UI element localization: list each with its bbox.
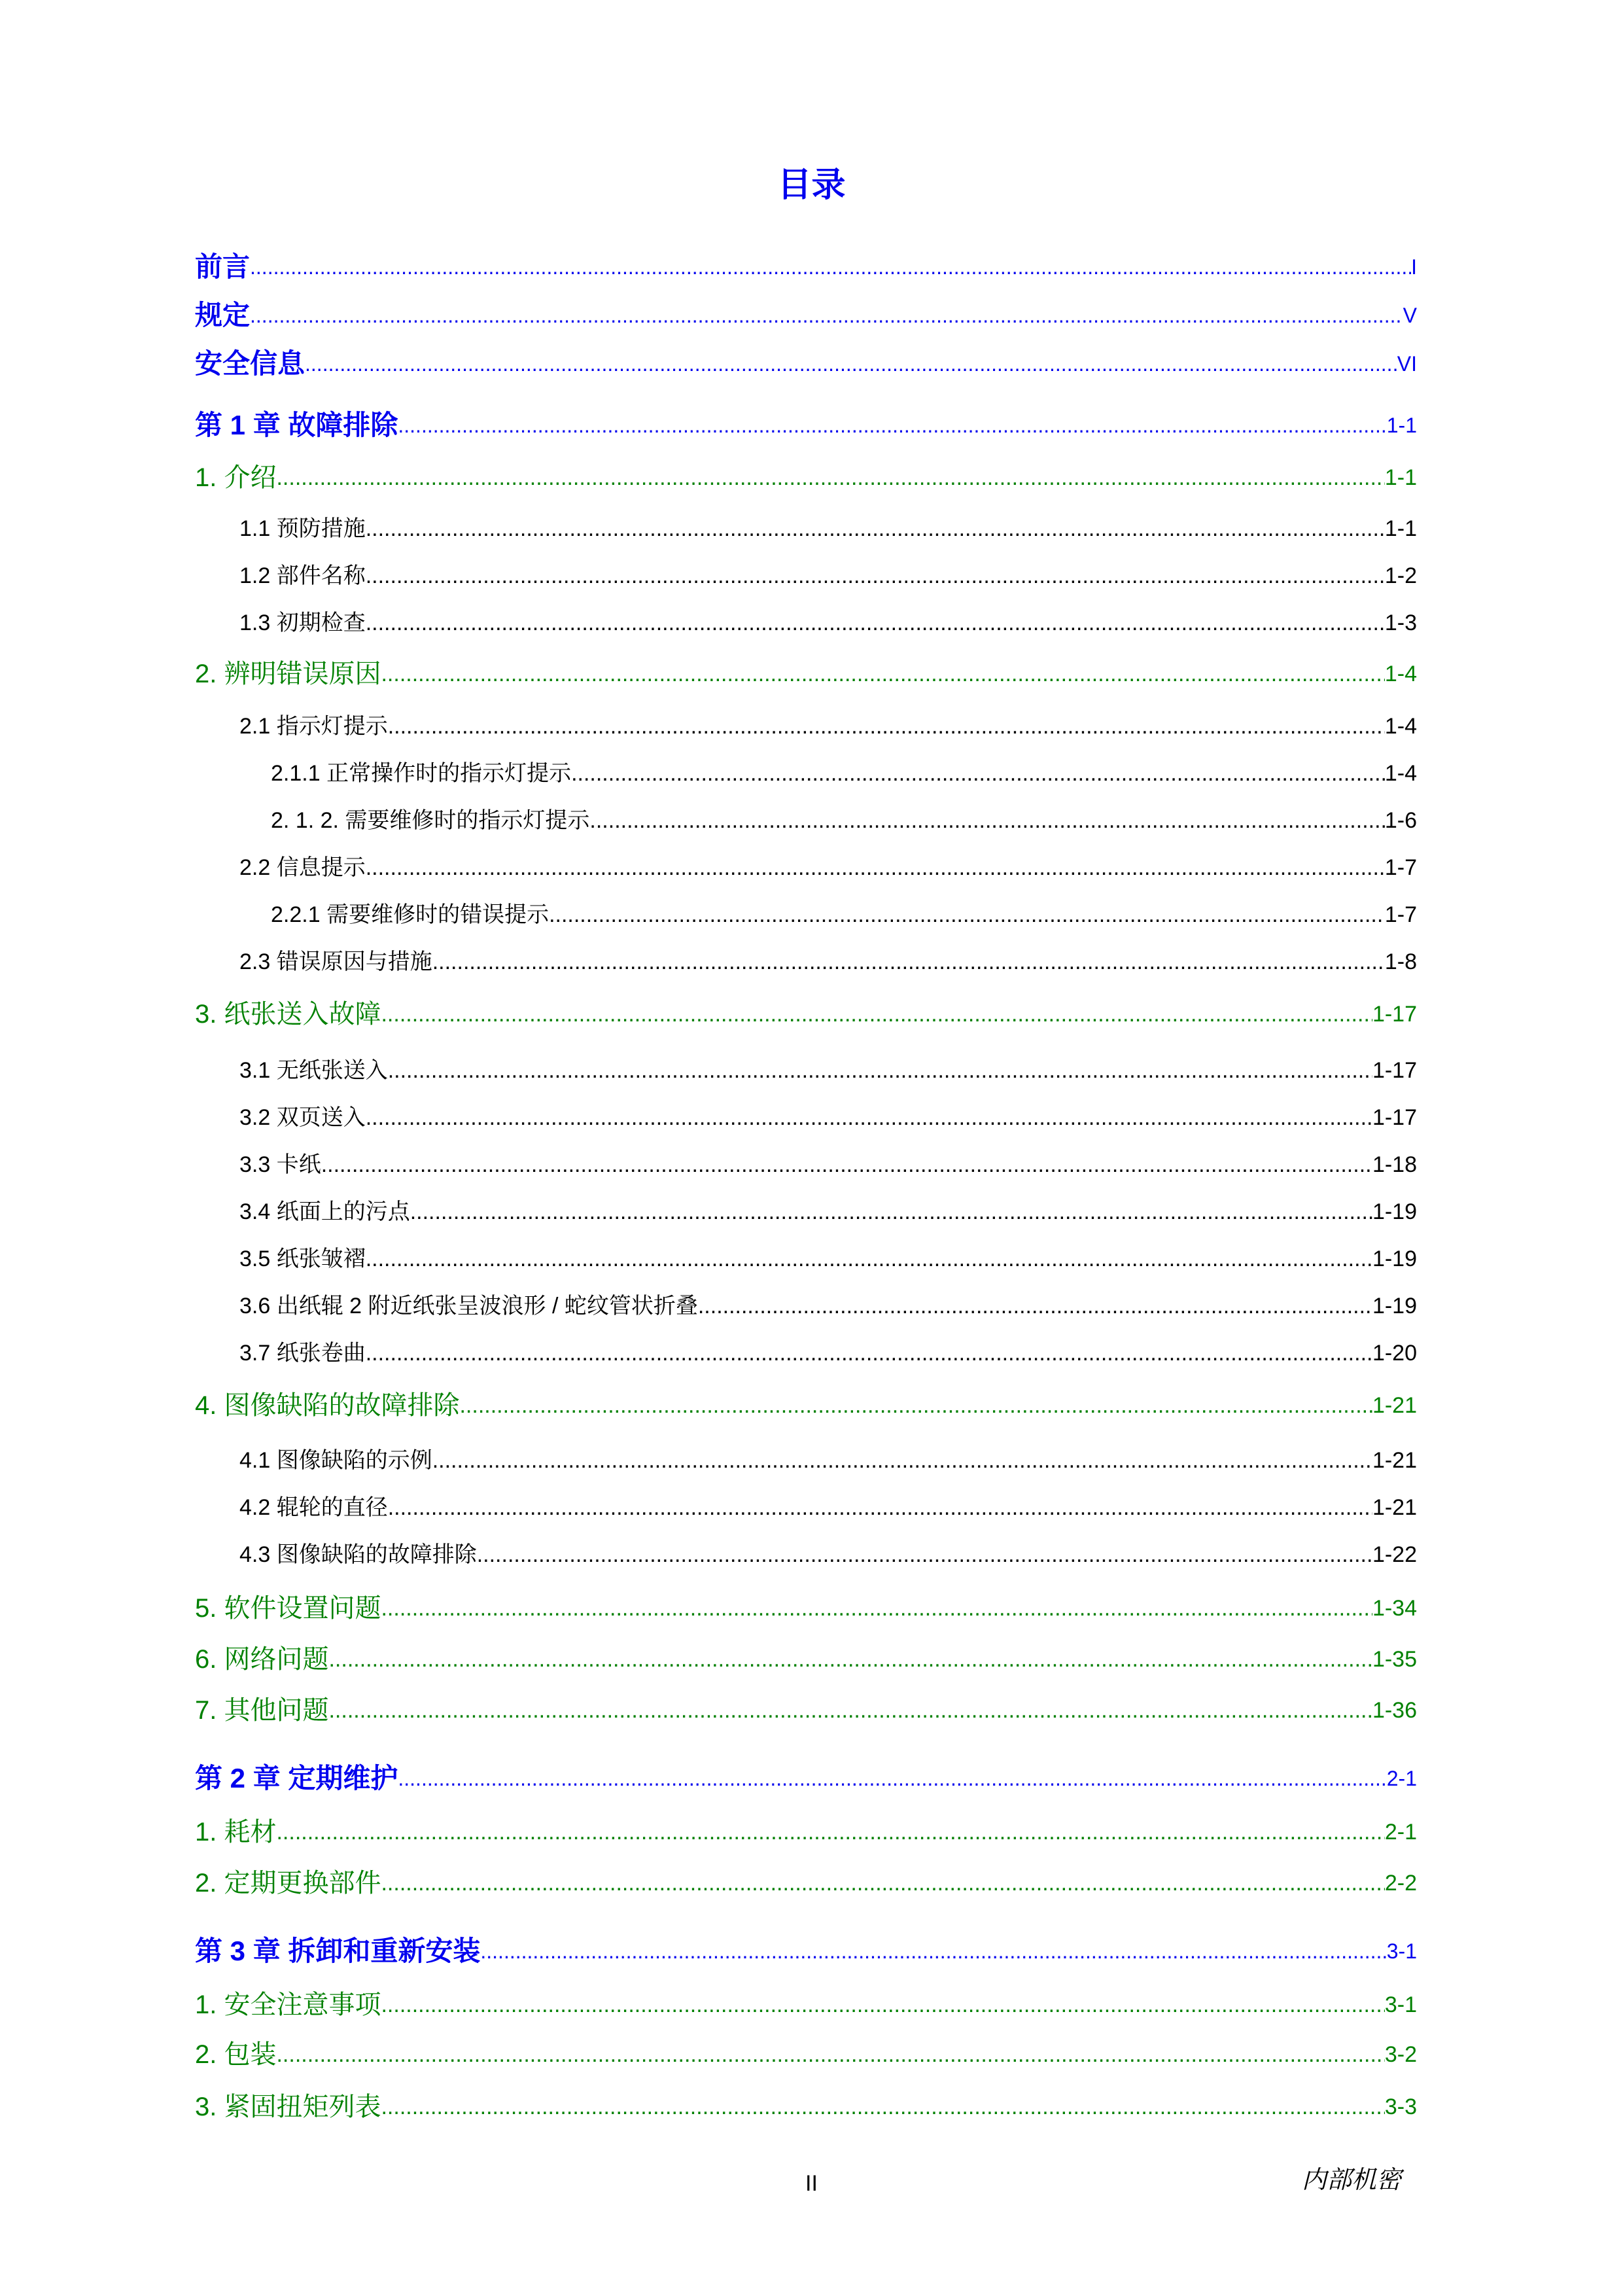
toc-leader [432, 1442, 1372, 1479]
toc-label: 安全信息 [195, 348, 305, 379]
toc-leader [410, 1193, 1372, 1230]
toc-leader [250, 249, 1411, 285]
toc-label: 3.6 出纸辊 2 附近纸张呈波浪形 / 蛇纹管状折叠 [239, 1294, 698, 1318]
toc-label: 3.2 双页送入 [239, 1105, 366, 1130]
toc-entry-1-2[interactable] [195, 656, 1417, 692]
toc-leader [321, 1146, 1372, 1183]
toc-entry-1-2-2-1[interactable] [271, 896, 1417, 933]
toc-label: 4.3 图像缺陷的故障排除 [239, 1542, 477, 1567]
toc-page: 1-17 [1372, 1058, 1417, 1083]
toc-page: 1-6 [1384, 808, 1417, 833]
toc-entry-1-3-7[interactable] [239, 1335, 1417, 1371]
toc-leader [381, 1865, 1384, 1901]
toc-page: 2-2 [1384, 1871, 1417, 1896]
toc-page: 2-1 [1384, 1820, 1417, 1845]
toc-entry-3-2[interactable] [195, 2036, 1417, 2073]
toc-entry-1-2-1-2[interactable] [271, 802, 1417, 839]
toc-page: 1-22 [1372, 1542, 1417, 1567]
toc-label: 1. 安全注意事项 [195, 1990, 381, 2019]
toc-leader [388, 1052, 1372, 1089]
toc-entry-1-3-2[interactable] [239, 1099, 1417, 1136]
toc-page: 1-19 [1372, 1246, 1417, 1271]
toc-leader [328, 1641, 1372, 1678]
toc-page: 1-7 [1384, 902, 1417, 927]
toc-leader [250, 297, 1403, 334]
toc-label: 3.3 卡纸 [239, 1152, 321, 1177]
toc-label: 2.2 信息提示 [239, 855, 366, 880]
page-title: 目录 [777, 166, 846, 204]
toc-label: 3. 紧固扭矩列表 [195, 2093, 381, 2121]
toc-page: 1-20 [1372, 1341, 1417, 1366]
toc-page: 1-1 [1384, 516, 1417, 541]
toc-page: 1-4 [1384, 662, 1417, 686]
toc-page: V [1403, 304, 1417, 327]
toc-entry-2-2[interactable] [195, 1865, 1417, 1901]
toc-label: 3.1 无纸张送入 [239, 1058, 388, 1083]
toc-label: 2. 1. 2. 需要维修时的指示灯提示 [271, 808, 590, 833]
toc-entry-conventions[interactable] [195, 297, 1417, 334]
toc-label: 2.1.1 正常操作时的指示灯提示 [271, 761, 572, 786]
toc-leader [388, 708, 1385, 745]
toc-label: 4.2 辊轮的直径 [239, 1495, 388, 1520]
toc-label: 规定 [195, 300, 251, 330]
toc-label: 第 1 章 故障排除 [195, 410, 398, 440]
toc-page: 3-1 [1386, 1939, 1417, 1963]
toc-entry-1-3-6[interactable] [239, 1288, 1417, 1324]
toc-leader [328, 1692, 1372, 1729]
toc-label: 1.1 预防措施 [239, 516, 366, 541]
toc-page: 1-17 [1372, 1105, 1417, 1130]
toc-entry-1-7[interactable] [195, 1692, 1417, 1729]
toc-entry-1-4-1[interactable] [239, 1442, 1417, 1479]
toc-leader [276, 2036, 1384, 2073]
toc-leader [381, 1987, 1384, 2023]
toc-label: 1. 介绍 [195, 463, 277, 492]
toc-label: 2.2.1 需要维修时的错误提示 [271, 902, 550, 927]
toc-entry-1-2-1-1[interactable] [271, 755, 1417, 792]
toc-entry-1-2-1[interactable] [239, 708, 1417, 745]
toc-leader [381, 996, 1372, 1033]
toc-page: 1-3 [1384, 610, 1417, 635]
toc-label: 3.7 纸张卷曲 [239, 1341, 366, 1366]
toc-leader [388, 1489, 1372, 1526]
toc-label: 第 3 章 拆卸和重新安装 [195, 1935, 481, 1966]
toc-label: 1.2 部件名称 [239, 563, 366, 588]
toc-page: 1-7 [1384, 855, 1417, 880]
toc-page: 1-21 [1372, 1495, 1417, 1520]
toc-page: I [1411, 255, 1417, 279]
toc-entry-1-3[interactable] [195, 996, 1417, 1033]
toc-entry-3-1[interactable] [195, 1987, 1417, 2023]
confidential-label: 内部机密 [1302, 2166, 1402, 2194]
toc-leader [381, 1590, 1372, 1627]
toc-page: VI [1397, 352, 1417, 376]
toc-label: 6. 网络问题 [195, 1645, 329, 1674]
toc-entry-chapter-3[interactable] [195, 1933, 1417, 1969]
toc-page: 1-4 [1384, 761, 1417, 786]
toc-label: 3.5 纸张皱褶 [239, 1246, 366, 1271]
toc-page: 2-1 [1386, 1767, 1417, 1790]
toc-page: 1-19 [1372, 1199, 1417, 1224]
toc-label: 2.3 错误原因与措施 [239, 949, 432, 974]
toc-entry-1-4-3[interactable] [239, 1536, 1417, 1573]
toc-leader [366, 510, 1385, 547]
toc-entry-preface[interactable] [195, 249, 1417, 285]
toc-label: 5. 软件设置问题 [195, 1594, 381, 1623]
toc-leader [366, 1099, 1372, 1136]
toc-label: 2. 辨明错误原因 [195, 660, 381, 688]
toc-label: 2. 包装 [195, 2040, 277, 2069]
toc-leader [698, 1288, 1372, 1324]
toc-entry-1-1[interactable] [195, 459, 1417, 496]
toc-label: 2.1 指示灯提示 [239, 714, 388, 739]
toc-entry-chapter-2[interactable] [195, 1760, 1417, 1797]
toc-page: 1-17 [1372, 1002, 1417, 1027]
toc-label: 1.3 初期检查 [239, 610, 366, 635]
toc-page: 1-35 [1372, 1647, 1417, 1672]
toc-entry-1-3-5[interactable] [239, 1241, 1417, 1277]
toc-entry-1-1-3[interactable] [239, 605, 1417, 641]
toc-leader [381, 656, 1384, 692]
toc-leader [398, 1760, 1386, 1797]
toc-entry-1-3-1[interactable] [239, 1052, 1417, 1089]
toc-leader [589, 802, 1384, 839]
toc-entry-1-1-1[interactable] [239, 510, 1417, 547]
toc-page: 1-1 [1384, 465, 1417, 490]
page-number: II [805, 2171, 818, 2196]
toc-leader [477, 1536, 1372, 1573]
toc-page: 1-21 [1372, 1393, 1417, 1418]
toc-leader [398, 407, 1386, 444]
toc-label: 4.1 图像缺陷的示例 [239, 1448, 432, 1473]
toc-page: 1-21 [1372, 1448, 1417, 1473]
toc-entry-1-3-3[interactable] [239, 1146, 1417, 1183]
toc-entry-3-3[interactable] [195, 2089, 1417, 2125]
toc-label: 4. 图像缺陷的故障排除 [195, 1391, 460, 1420]
toc-leader [366, 849, 1385, 886]
toc-label: 第 2 章 定期维护 [195, 1763, 398, 1793]
toc-leader [459, 1387, 1372, 1424]
toc-page: 1-36 [1372, 1698, 1417, 1723]
toc-label: 7. 其他问题 [195, 1696, 329, 1725]
toc-leader [571, 755, 1385, 792]
toc-page: 1-4 [1384, 714, 1417, 739]
toc-entry-1-2-2[interactable] [239, 849, 1417, 886]
toc-leader [432, 944, 1385, 980]
toc-page: 1-34 [1372, 1596, 1417, 1621]
toc-entry-chapter-1[interactable] [195, 407, 1417, 444]
toc-page: 3-1 [1384, 1992, 1417, 2017]
toc-entry-1-4-2[interactable] [239, 1489, 1417, 1526]
toc-label: 3. 纸张送入故障 [195, 1000, 381, 1029]
toc-entry-safety[interactable] [195, 345, 1417, 382]
toc-page: 1-2 [1384, 563, 1417, 588]
toc-leader [305, 345, 1397, 382]
toc-page: 3-2 [1384, 2042, 1417, 2067]
toc-page: 1-18 [1372, 1152, 1417, 1177]
toc-leader [276, 1814, 1384, 1850]
toc-leader [276, 459, 1384, 496]
toc-leader [366, 1241, 1372, 1277]
toc-leader [366, 605, 1385, 641]
toc-page: 1-19 [1372, 1294, 1417, 1318]
toc-page: 1-1 [1386, 414, 1417, 437]
toc-label: 3.4 纸面上的污点 [239, 1199, 410, 1224]
toc-label: 1. 耗材 [195, 1818, 277, 1846]
toc-page: 3-3 [1384, 2094, 1417, 2119]
toc-label: 2. 定期更换部件 [195, 1869, 381, 1898]
toc-page: 1-8 [1384, 949, 1417, 974]
toc-leader [381, 2089, 1384, 2125]
toc-entry-1-2-3[interactable] [239, 944, 1417, 980]
toc-leader [480, 1933, 1386, 1969]
toc-entry-1-3-4[interactable] [239, 1193, 1417, 1230]
toc-label: 前言 [195, 251, 251, 282]
toc-leader [366, 557, 1385, 594]
toc-entry-1-6[interactable] [195, 1641, 1417, 1678]
toc-entry-2-1[interactable] [195, 1814, 1417, 1850]
toc-leader [366, 1335, 1372, 1371]
toc-leader [549, 896, 1385, 933]
toc-entry-1-5[interactable] [195, 1590, 1417, 1627]
toc-entry-1-1-2[interactable] [239, 557, 1417, 594]
toc-entry-1-4[interactable] [195, 1387, 1417, 1424]
